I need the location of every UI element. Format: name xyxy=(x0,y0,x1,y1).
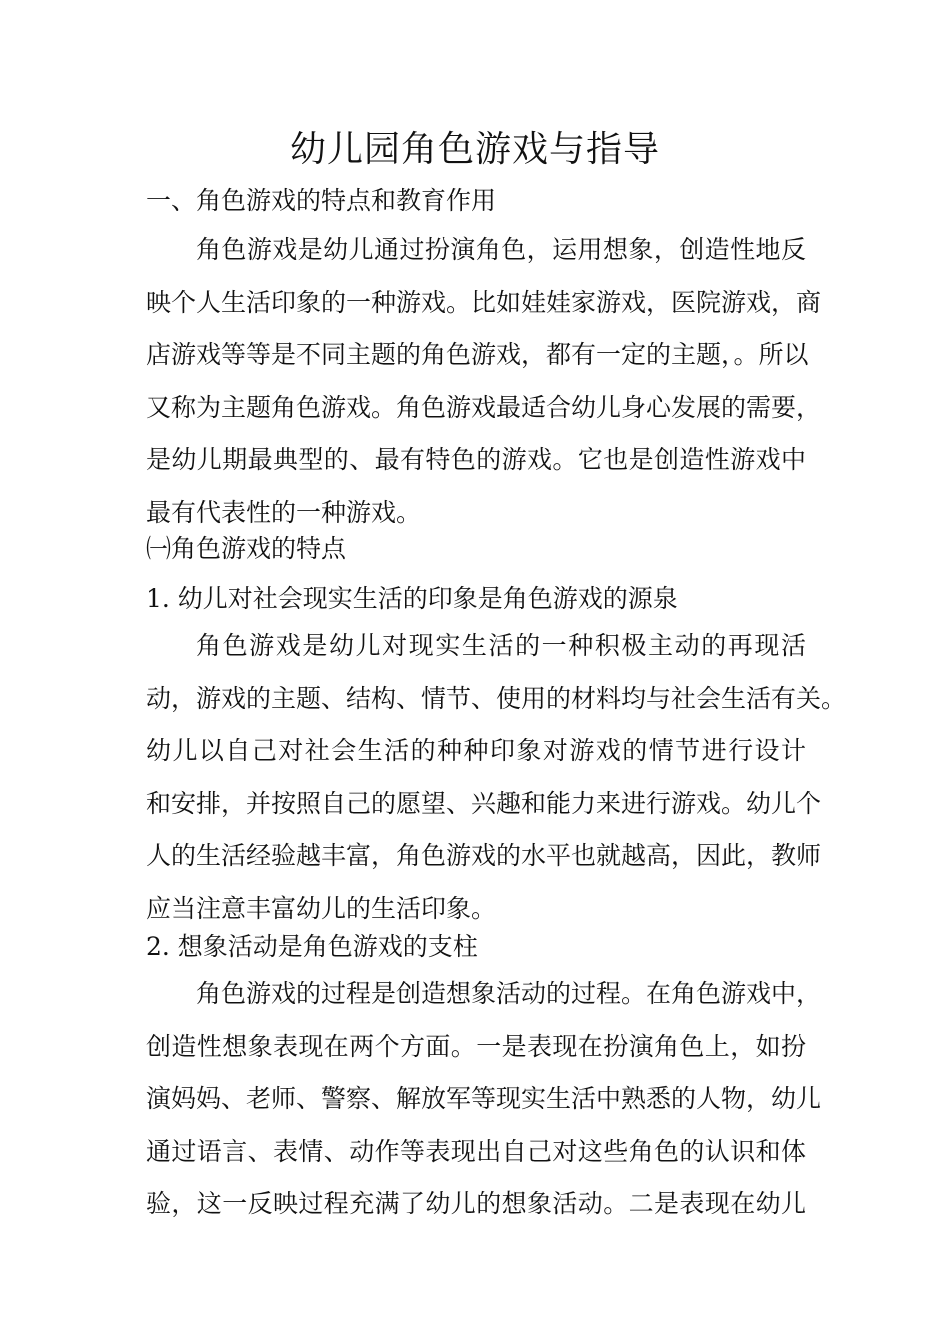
paragraph-line: 通过语言、表情、动作等表现出自己对这些角色的认识和体 xyxy=(146,1136,806,1166)
paragraph-line: 店游戏等等是不同主题的角色游戏，都有一定的主题，。所以 xyxy=(146,340,809,369)
paragraph-line: 人的生活经验越丰富，角色游戏的水平也就越高，因此，教师 xyxy=(146,841,822,870)
subsection-heading-1: ㈠角色游戏的特点 xyxy=(146,534,347,563)
paragraph-line: 映个人生活印象的一种游戏。比如娃娃家游戏，医院游戏，商 xyxy=(146,287,822,317)
paragraph-line: 创造性想象表现在两个方面。一是表现在扮演角色上，如扮 xyxy=(146,1031,806,1061)
paragraph-line: 角色游戏是幼儿对现实生活的一种积极主动的再现活 xyxy=(196,631,806,660)
paragraph-1 xyxy=(146,224,822,539)
paragraph-line: 和安排，并按照自己的愿望、兴趣和能力来进行游戏。幼儿个 xyxy=(146,788,822,818)
paragraph-2 xyxy=(146,620,847,935)
point-heading-1: 1. 幼儿对社会现实生活的印象是角色游戏的源泉 xyxy=(146,584,678,613)
paragraph-line: 最有代表性的一种游戏。 xyxy=(146,497,422,527)
paragraph-line: 幼儿以自己对社会生活的种种印象对游戏的情节进行设计 xyxy=(146,736,806,765)
document-title: 幼儿园角色游戏与指导 xyxy=(289,129,660,170)
paragraph-line: 动，游戏的主题、结构、情节、使用的材料均与社会生活有关。 xyxy=(146,683,847,713)
paragraph-line: 角色游戏的过程是创造想象活动的过程。在角色游戏中， xyxy=(196,979,822,1008)
point-heading-2: 2. 想象活动是角色游戏的支柱 xyxy=(146,932,478,961)
paragraph-line: 演妈妈、老师、警察、解放军等现实生活中熟悉的人物，幼儿 xyxy=(146,1084,822,1113)
paragraph-line: 是幼儿期最典型的、最有特色的游戏。它也是创造性游戏中 xyxy=(146,445,806,474)
paragraph-line: 应当注意丰富幼儿的生活印象。 xyxy=(146,893,497,923)
paragraph-line: 角色游戏是幼儿通过扮演角色，运用想象，创造性地反 xyxy=(196,235,806,264)
section-heading-1: 一、角色游戏的特点和教育作用 xyxy=(146,186,497,215)
paragraph-line: 验，这一反映过程充满了幼儿的想象活动。二是表现在幼儿 xyxy=(146,1189,806,1218)
paragraph-3 xyxy=(146,968,822,1231)
paragraph-line: 又称为主题角色游戏。角色游戏最适合幼儿身心发展的需要， xyxy=(146,392,822,422)
